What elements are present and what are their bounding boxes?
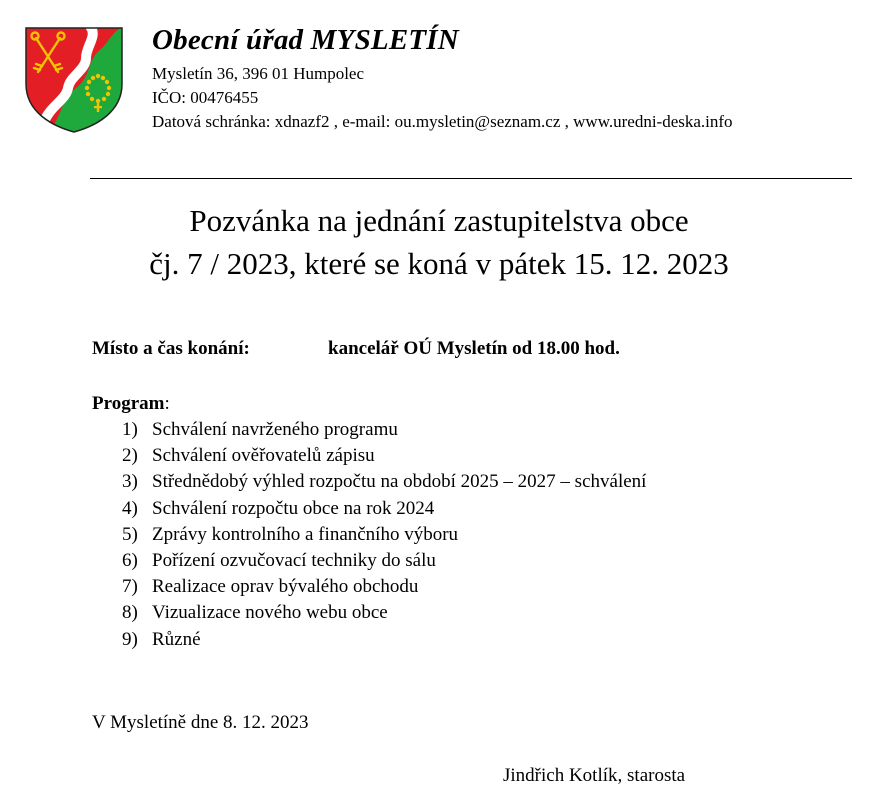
office-ico: IČO: 00476455 — [152, 88, 259, 107]
document-title: Pozvánka na jednání zastupitelstva obce — [189, 203, 689, 238]
item-text: Zprávy kontrolního a finančního výboru — [152, 523, 459, 545]
date-line: V Mysletíně dne 8. 12. 2023 — [92, 712, 309, 733]
municipal-crest — [24, 26, 124, 134]
place-label: Místo a čas konání: — [92, 338, 250, 359]
item-text: Střednědobý výhled rozpočtu na období 2025 – 2027 – schválení — [152, 471, 647, 493]
item-text: Vizualizace nového webu obce — [152, 602, 388, 624]
item-number: 4) — [122, 497, 138, 519]
item-number: 3) — [122, 471, 138, 493]
item-number: 9) — [122, 628, 138, 650]
item-text: Různé — [152, 628, 201, 650]
item-text: Schválení ověřovatelů zápisu — [152, 445, 375, 467]
item-text: Schválení navrženého programu — [152, 419, 398, 440]
program-heading — [92, 393, 170, 415]
place-value: kancelář OÚ Mysletín od 18.00 hod. — [328, 338, 620, 359]
item-number: 5) — [122, 523, 138, 545]
item-number: 7) — [122, 576, 138, 598]
item-text: Pořízení ozvučovací techniky do sálu — [152, 549, 436, 571]
item-number: 8) — [122, 602, 138, 624]
header-divider — [90, 178, 852, 179]
item-number: 6) — [122, 549, 138, 571]
office-contacts: Datová schránka: xdnazf2 , e-mail: ou.mysletin@seznam.cz , www.uredni-deska.info — [152, 112, 733, 131]
item-text: Schválení rozpočtu obce na rok 2024 — [152, 497, 435, 519]
program-heading-colon: : — [164, 393, 170, 414]
item-number: 1) — [122, 419, 138, 440]
document-subtitle: čj. 7 / 2023, které se koná v pátek 15. 12. 2023 — [149, 246, 729, 281]
office-title: Obecní úřad MYSLETÍN — [152, 24, 459, 56]
signature: Jindřich Kotlík, starosta — [503, 765, 686, 786]
program-heading-label: Program — [92, 393, 165, 414]
item-number: 2) — [122, 445, 138, 467]
office-address: Mysletín 36, 396 01 Humpolec — [152, 64, 365, 83]
item-text: Realizace oprav bývalého obchodu — [152, 576, 419, 598]
